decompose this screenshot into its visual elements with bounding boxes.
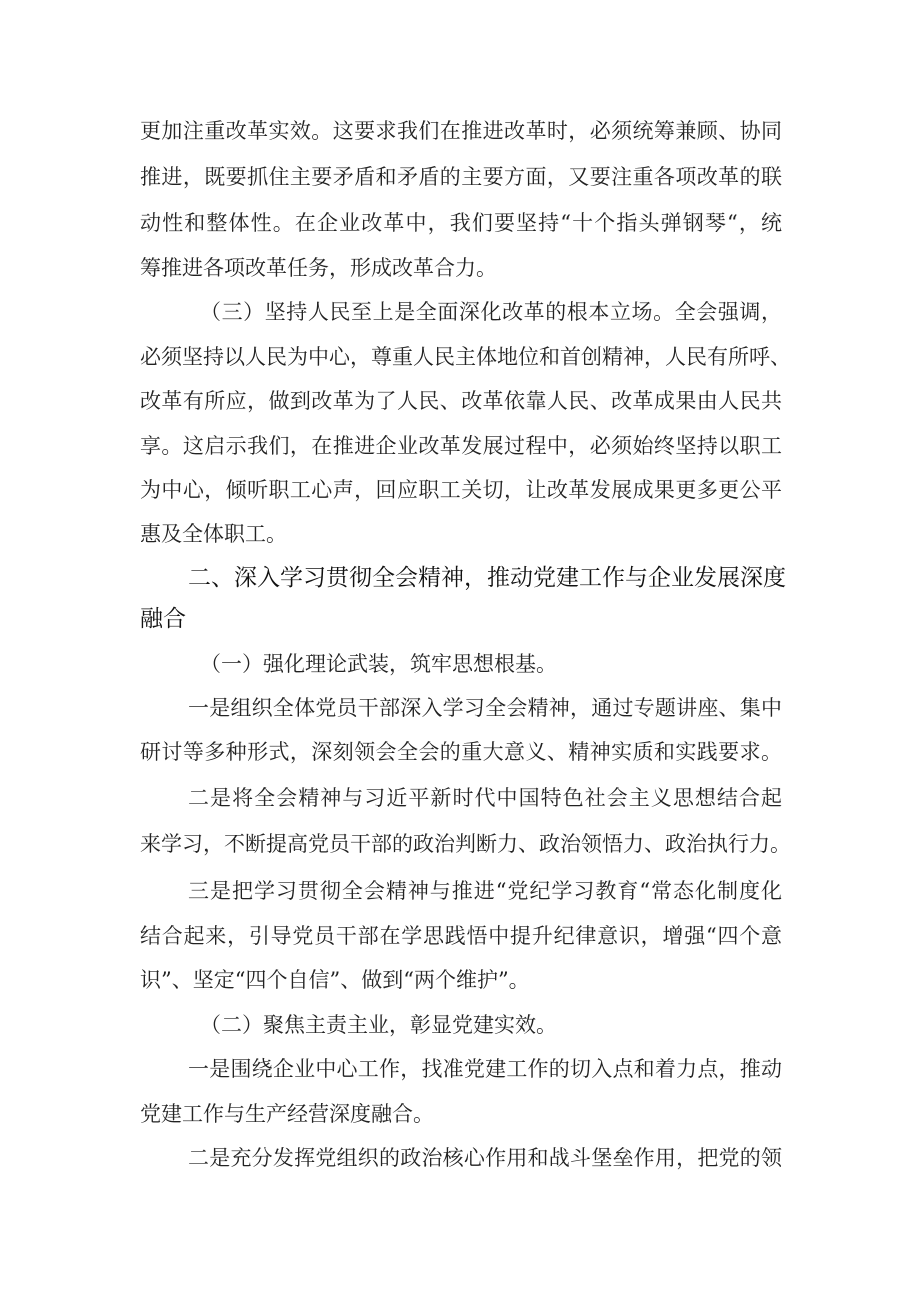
paragraph-line: 党建工作与生产经营深度融合。 — [140, 1102, 434, 1126]
paragraph-line: 更加注重改革实效。这要求我们在推进改革时，必须统筹兼顾、协同 — [140, 119, 782, 143]
paragraph-line: 为中心，倾听职工心声，回应职工关切，让改革发展成果更多更公平 — [140, 478, 782, 502]
paragraph-line: 必须坚持以人民为中心，尊重人民主体地位和首创精神，人民有所呼、 — [140, 345, 791, 369]
section-subheading: （一）强化理论武装，筑牢思想根基。 — [200, 652, 557, 676]
paragraph-line: 识”、坚定“四个自信”、做到“两个维护”。 — [140, 968, 530, 992]
paragraph-line: 享。这启示我们，在推进企业改革发展过程中，必须始终坚持以职工 — [140, 434, 782, 458]
paragraph-line: 三是把学习贯彻全会精神与推进“党纪学习教育“常态化制度化 — [188, 879, 782, 903]
paragraph-line: 动性和整体性。在企业改革中，我们要坚持“十个指头弹钢琴“，统 — [140, 211, 782, 235]
section-subheading: （三）坚持人民至上是全面深化改革的根本立场。全会强调， — [200, 300, 782, 324]
paragraph-line: 推进，既要抓住主要矛盾和矛盾的主要方面，又要注重各项改革的联 — [140, 165, 782, 189]
paragraph-line: 惠及全体职工。 — [140, 522, 287, 546]
section-heading: 二、深入学习贯彻全会精神，推动党建工作与企业发展深度 — [188, 565, 786, 591]
paragraph-line: 一是组织全体党员干部深入学习全会精神，通过专题讲座、集中 — [188, 696, 782, 720]
paragraph-line: 二是充分发挥党组织的政治核心作用和战斗堡垒作用，把党的领 — [188, 1146, 782, 1170]
paragraph-line: 筹推进各项改革任务，形成改革合力。 — [140, 256, 497, 280]
paragraph-line: 改革有所应，做到改革为了人民、改革依靠人民、改革成果由人民共 — [140, 389, 782, 413]
paragraph-line: 一是围绕企业中心工作，找准党建工作的切入点和着力点，推动 — [188, 1057, 782, 1081]
paragraph-line: 来学习，不断提高党员干部的政治判断力、政治领悟力、政治执行力。 — [140, 832, 791, 856]
paragraph-line: 二是将全会精神与习近平新时代中国特色社会主义思想结合起 — [188, 786, 782, 810]
section-heading: 融合 — [140, 606, 186, 632]
section-subheading: （二）聚焦主责主业，彰显党建实效。 — [200, 1013, 557, 1037]
paragraph-line: 研讨等多种形式，深刻领会全会的重大意义、精神实质和实践要求。 — [140, 740, 782, 764]
paragraph-line: 结合起来，引导党员干部在学思践悟中提升纪律意识，增强“四个意 — [140, 924, 782, 948]
